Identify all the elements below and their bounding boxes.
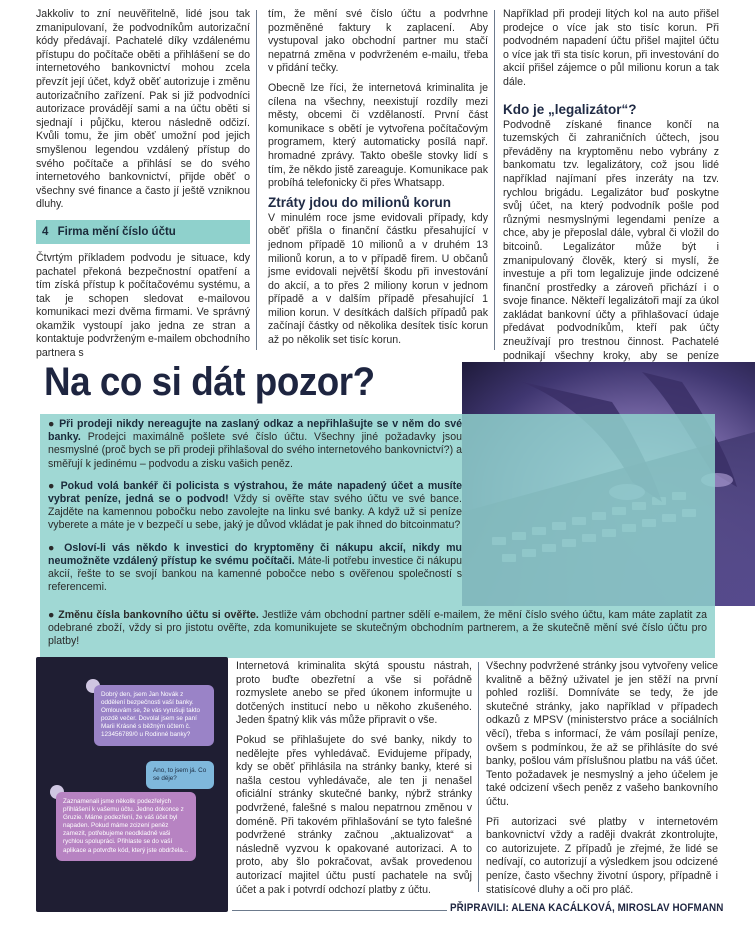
credits-rule [232, 910, 447, 911]
headline: Na co si dát pozor? [44, 360, 375, 404]
tip-bold: Pokud volá bankéř či policista s výstrahou, že máte napadený účet a musíte vybrat peníze, jedná se o podvod! [48, 479, 462, 506]
tip-bold: Při prodeji nikdy nereagujte na zaslaný odkaz a nepřihlašujte se v něm do své banky. [48, 418, 463, 444]
column-1 [36, 8, 250, 361]
column-4 [236, 660, 472, 897]
chat-bubble-caller: Zaznamenali jsme několik podezřelých přihlášení k vašemu účtu. Jedno dokonce z Gruzie. Máme podezření, že váš účet byl napaden. Pokud máme zcizení peněz zamezit, potřebujeme neodkladně vaši rychlou spolupráci. Přihlaste se do vaší aplikace a potvrďte kód, který jste obdržela... [56, 792, 196, 861]
column-divider [494, 10, 495, 350]
column-divider [478, 662, 479, 892]
paragraph: Čtvrtým příkladem podvodu je situace, kdy pachatel překoná bezpečnostní opatření a tím získá přístup k počítačovému systému, a tak je schopen sledovat e-mailovou komunikaci mezi dvěma firmami. Ve správný okamžik vystoupí jako jedna ze stran a kontaktuje podvrženým e-mailem obchodního partnera s [36, 251, 250, 360]
column-2 [268, 8, 488, 348]
column-divider [256, 10, 257, 350]
column-5 [486, 660, 718, 897]
tip-text: Vždy si ověřte stav svého účtu ve své bance. Zajděte na kamennou pobočku nebo zavolejte na linku své banky. A když už si peníze vyberete a máte je v bezpečí u sebe, jaký je důvod vkládat je pak ihned do bitcoinmatu? [48, 493, 462, 532]
paragraph: Všechny podvržené stránky jsou vytvořeny velice kvalitně a běžný uživatel je jen stěží na první pohled rozliší. Domníváte se tedy, že jde skutečné stránky, jako například v případech odkazů z MPSV (ministerstvo práce a sociálních věcí), třeba s informací, že vám posílají peníze, ovšem s podmínkou, že až se přihlásíte do své banky, pošlou vám příslušnou platbu na váš účet. Tento požadavek je nesmyslný a jeho účelem je také odcizení všech peněz z vašeho bankovního účtu. [486, 660, 718, 808]
tip-text: Jestliže vám obchodní partner sdělí e-mailem, že mění číslo svého účtu, kam máte zaplatit za odebrané zboží, vždy si pro jistotu ověřte, zda komunikujete se skutečným obchodním partnerem, a že skutečně mění své číslo účtu pro platby! [48, 609, 708, 648]
tips-list [40, 418, 470, 603]
tip-text: Máte-li potřebu investice či nákupu akcií, řešte to se svojí bankou na kamenné pobočce nebo s ověřenou společností s referencemi. [48, 554, 462, 594]
paragraph: Internetová kriminalita skýtá spoustu nástrah, proto buďte obezřetní a vše si pořádně rozmyslete anebo se před úkonem informujte u dotčených institucí nebo u někoho zkušeného. Jeden špatný klik vás může připravit o vše. [236, 660, 472, 727]
paragraph: tím, že mění své číslo účtu a podvrhne pozměněné faktury k zaplacení. Aby vystupoval jako obchodní partner mu stačí nepatrná změna v podvrženém e-mailu, třeba v přidání tečky. [268, 8, 488, 75]
subheading: Kdo je „legalizátor“? [503, 101, 637, 117]
tip-bold: Osloví-li vás někdo k investici do kryptoměny či nákupu akcií, nikdy mu neumožněte vzdálený přístup ke svému počítači. [48, 541, 462, 567]
column-3 [503, 8, 719, 377]
section-title: Firma mění číslo účtu [57, 225, 176, 238]
paragraph: V minulém roce jsme evidovali případy, kdy oběť přišla o finanční částku přesahující v jednom případě 10 milionů a v druhém 13 milionů korun, a to v případě firem. U občanů jsme evidovali největší škodu při investování do akcií, a to přes 2 miliony korun v jednom případě a v dalším případě přesahující 1 milion korun. V desítkách dalších případů pak začínají částky od několika desítek tisíc korun až po několik set tisíc korun. [268, 211, 488, 347]
subheading: Ztráty jdou do milionů korun [268, 194, 451, 210]
tip-text: Prodejci maximálně pošlete své číslo účtu. Všechny jiné požadavky jsou nesmyslné (proč bych se při prodeji přihlašoval do svého internetového bankovnictví?) a směřují k jedinému – podvodu a zisku vašich peněz. [48, 431, 462, 470]
section-heading-4 [36, 220, 250, 244]
chat-bubble-victim: Ano, to jsem já. Co se děje? [146, 761, 214, 789]
paragraph: Jakkoliv to zní neuvěřitelně, lidé jsou tak zmanipulovaní, že podvodníkům autorizační kódy předávají. Pachatelé díky vzdálenému přístupu do počítače oběti a přihlášení se do internetového bankovnictví mohou zcela převzít její účet, když oběť autorizuje i změnu autorizačního zařízení. Pak si již podvodníci autorizace provádějí sami a na účtu oběti si sjednají i půjčku, kterou následně odčizí. Kvůli tomu, že jim oběť umožní pod jejich smyšlenou legendou vzdálený přístup do svého počítače a přihlásí se do svého internetového bankovnictví, přijde oběť o všechny své finance a často jí ještě vzniknou dluhy. [36, 8, 250, 211]
tip-item-wide: ● Změnu čísla bankovního účtu si ověřte. Jestliže vám obchodní partner sdělí e-mailem, že mění číslo svého účtu, kam máte zaplatit za odebrané zboží, vždy si pro jistotu ověřte, zda komunikujete se skutečným obchodním partnerem, a že skutečně mění své číslo účtu pro platby! [48, 609, 708, 648]
tip-item: ● Při prodeji nikdy nereagujte na zaslaný odkaz a nepřihlašujte se v něm do své banky. Prodejci maximálně pošlete své číslo účtu. Všechny jiné požadavky jsou nesmyslné (proč bych se při prodeji přihlašoval do svého internetového bankovnictví?) a směřují k jedinému – podvodu a zisku vašich peněz. [48, 418, 463, 470]
paragraph: Obecně lze říci, že internetová kriminalita je cílena na všechny, neexistují rozdíly mezi městy, obcemi či vzdělaností. První část komunikace s obětí je vytvořena počítačovým programem, který automaticky posílá např. hromadné zprávy. Takto obešle stovky lidí s tím, že někdo jistě zareaguje. Komunikace pak probíhá telefonicky či přes Whatsapp. [268, 81, 488, 190]
tip-bold: Změnu čísla bankovního účtu si ověřte. [58, 609, 259, 621]
credits: PŘIPRAVILI: ALENA KACÁLKOVÁ, MIROSLAV HOFMANN [450, 902, 724, 914]
paragraph: Při autorizaci své platby v internetovém bankovnictví vždy a raději dvakrát zkontrolujte, co autorizujete. Z případů je zřejmé, že lidé se nedívají, co autorizují a výsledkem jsou odcizené peníze, často všechny životní úspory, případně i statisícové dluhy a oči pro pláč. [486, 815, 718, 896]
paragraph: Například při prodeji litých kol na auto přišel prodejce o více jak sto tisíc korun. Při podvodném napadení účtu přišel majitel účtu o více jak tři sta tisíc korun, při investování do akcií přišel zájemce o půl milionu korun a tak dále. [503, 8, 719, 88]
section-number: 4 [42, 225, 49, 238]
paragraph: Podvodně získané finance končí na tuzemských či zahraničních účtech, jsou převáděny na kryptoměnu nebo vybrány z bankomatu tzv. legalizátory, což jsou lidé například najímaní přes inzeráty na tzv. rychlou brigádu. Legalizátor buď poskytne svůj účet, na který podvodník pošle pod různými nesmyslnými legendami peníze a chce, aby je přeposlal dále, vybral či vložil do bitcoinů. Legalizátor může být i zmanipulovaný člověk, který si myslí, že investuje a při tom legalizuje jinde odcizené finanční prostředky a zároveň přichází i o svoje finance. Někteří legalizátoři mají za úkol zakládat bankovní účty a přihlašovací údaje předávat podvodníkům, kteří pak účty zneužívají pro trestnou činnost. Pachatelé podnikají všechny kroky, aby se peníze [503, 118, 719, 362]
tip-item: ● Osloví-li vás někdo k investici do kryptoměny či nákupu akcií, nikdy mu neumožněte vzdálený přístup ke svému počítači. Máte-li potřebu investice či nákupu akcií, řešte to se svojí bankou na kamenné pobočce nebo s ověřenou společností s referencemi. [48, 541, 462, 594]
chat-illustration [36, 657, 228, 912]
paragraph: Pokud se přihlašujete do své banky, nikdy to nedělejte přes vyhledávač. Evidujeme případy, kdy se oběť přihlásila na stránky banky, které si našla cestou vyhledávače, ale ten ji nenašel oficiální stránky skutečné banky, nýbrž stránky podvržené, falešné s malou nepatrnou změnou v doméně. Při takovém přihlašování se tyto falešné podvržené stránky začnou „aktualizovat“ a následně vyzvou k opakované autorizaci. A to proto, aby šlo pokračovat, avšak provedenou autorizací majitel účtu pustí pachatele na svůj účet a pak i potvrdí odchozí platby z účtu. [236, 733, 472, 896]
chat-bubble-caller: Dobrý den, jsem Jan Novák z oddělení bezpečnosti vaší banky. Omlouvám se, že vás vyrušuji takto pozdě večer. Dovolal jsem se paní Marii Krásné s běžným účtem č. 123456789/0 u Rodinné banky? [94, 685, 214, 746]
tip-item: ● Pokud volá bankéř či policista s výstrahou, že máte napadený účet a musíte vybrat peníze, jedná se o podvod! Vždy si ověřte stav svého účtu ve své bance. Zajděte na kamennou pobočku nebo zavolejte na linku své banky. A když už si peníze vyberete a máte je v bezpečí u sebe, jaký je důvod vkládat je pak ihned do bitcoinmatu? [48, 479, 462, 532]
